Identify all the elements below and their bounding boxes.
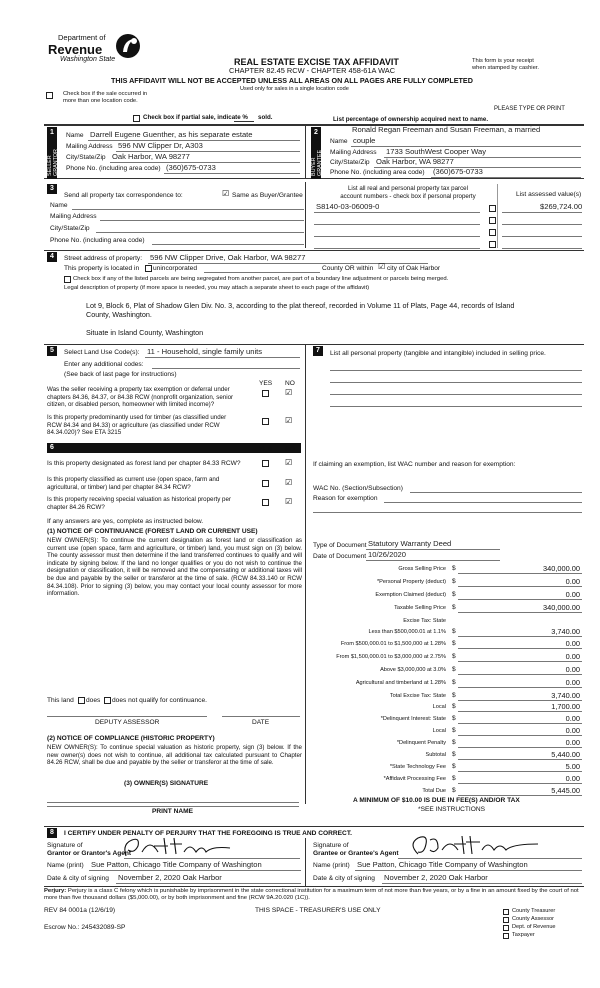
section-number-3: 3 xyxy=(47,184,57,194)
tax-row-dollar: $ xyxy=(452,763,456,770)
copy-label: County Treasurer xyxy=(512,908,556,914)
tax-row-dollar: $ xyxy=(452,692,456,699)
grantee-date[interactable]: November 2, 2020 Oak Harbor xyxy=(384,873,488,882)
treasurer-use-only: THIS SPACE - TREASURER'S USE ONLY xyxy=(255,907,381,914)
notice2-body: NEW OWNER(S): To continue special valuation as historic property, sign (3) below. If the new owner(s) does not wish to continue, all additional tax calculated pursuant to Chapter 84.26 RCW, shall be due and payable by the seller or transferor at the time of sale. xyxy=(47,744,302,767)
owner-signature-label: (3) OWNER(S) SIGNATURE xyxy=(124,780,209,787)
tax-row-label: *State Technology Fee xyxy=(389,764,446,770)
grantor-signature xyxy=(120,834,260,860)
buyer-city[interactable]: Oak Harbor, WA 98277 xyxy=(376,157,454,166)
form-notice: THIS AFFIDAVIT WILL NOT BE ACCEPTED UNLESS ALL AREAS ON ALL PAGES ARE FULLY COMPLETED xyxy=(111,76,473,85)
sec6-q2-yes[interactable] xyxy=(262,480,269,487)
dept-line3: Washington State xyxy=(60,56,116,63)
same-as-buyer-label: Same as Buyer/Grantee xyxy=(232,192,303,199)
copy-label: Dept. of Revenue xyxy=(512,924,556,930)
corr-addr-label: Mailing Address xyxy=(50,213,97,220)
sec6-no-header: NO xyxy=(285,446,295,453)
corr-phone-label: Phone No. (including area code) xyxy=(50,237,145,244)
tax-row-value[interactable]: 5,440.00 xyxy=(551,750,580,759)
exemption-label: If claiming an exemption, list WAC number and reason for exemption: xyxy=(313,461,516,468)
section-number-4: 4 xyxy=(47,252,57,262)
unincorporated-checkbox[interactable] xyxy=(145,265,152,272)
tax-row-value[interactable]: 0.00 xyxy=(565,590,580,599)
tax-row-label: *Personal Property (deduct) xyxy=(376,579,446,585)
tax-row-dollar: $ xyxy=(452,640,456,647)
land-does-not-checkbox[interactable] xyxy=(104,697,111,704)
buyer-name-line2[interactable]: couple xyxy=(353,136,376,145)
seller-phone[interactable]: (360)675-0733 xyxy=(166,163,216,172)
tax-row-label: Total Excise Tax: State xyxy=(389,693,446,699)
sec5-q2-no[interactable]: ☑ xyxy=(285,416,293,425)
grantee-name[interactable]: Sue Patton, Chicago Title Company of Washington xyxy=(357,860,528,869)
correspondence-label: Send all property tax correspondence to: xyxy=(64,192,183,199)
print-name-label: PRINT NAME xyxy=(152,808,194,815)
section-number-6: 6 xyxy=(47,443,301,453)
doc-type-label: Type of Document xyxy=(313,542,367,549)
dept-line1: Department of xyxy=(58,33,106,42)
buyer-phone[interactable]: (360)675-0733 xyxy=(433,167,483,176)
tax-row-dollar: $ xyxy=(452,591,456,598)
segregated-label: Check box if any of the listed parcels are being segregated from another parcel, are part of a boundary line adjustment or parcels being merged. xyxy=(73,276,449,282)
seller-addr[interactable]: 596 NW Clipper Dr, A303 xyxy=(118,141,203,150)
land-does-not-label: does not qualify for continuance. xyxy=(112,697,207,704)
tax-row-label: Above $3,000,000 at 3.0% xyxy=(380,667,446,673)
this-land-label: This land xyxy=(47,697,74,704)
partial-sale-label: Check box if partial sale, indicate % xyxy=(143,114,248,121)
sec6-if-yes: If any answers are yes, complete as instructed below. xyxy=(47,518,204,525)
sec5-yes-header: YES xyxy=(259,380,273,387)
dor-logo xyxy=(44,32,144,72)
personal-property-checkbox-2[interactable] xyxy=(489,217,496,224)
tax-row-dollar: $ xyxy=(452,751,456,758)
tax-row-value[interactable]: 3,740.00 xyxy=(551,691,580,700)
land-use-label: Select Land Use Code(s): xyxy=(64,349,140,356)
street-address[interactable]: 596 NW Clipper Drive, Oak Harbor, WA 98277 xyxy=(150,253,306,262)
perjury-text: Perjury is a class C felony which is punishable by imprisonment in the state correctional institution for a maximum term of not more than five years, or by a fine in an amount fixed by the court of not more than five thousand dollars ($5,000.00), or by both imprisonment and fine (RCW 9A.20.020 (1C)). xyxy=(44,888,579,902)
form-chapter: CHAPTER 82.45 RCW - CHAPTER 458-61A WAC xyxy=(229,66,396,75)
tax-row-value[interactable]: 0.00 xyxy=(565,738,580,747)
seller-name-label: Name xyxy=(66,132,84,139)
tax-row-dollar: $ xyxy=(452,604,456,611)
personal-property-checkbox-4[interactable] xyxy=(489,241,496,248)
within-city-checkbox[interactable]: ☑ xyxy=(378,262,386,271)
copy-checkbox[interactable] xyxy=(503,909,509,915)
please-type: PLEASE TYPE OR PRINT xyxy=(494,106,565,112)
see-instructions: *SEE INSTRUCTIONS xyxy=(418,806,486,813)
tax-row-value[interactable]: 5,445.00 xyxy=(551,786,580,795)
tax-row-value[interactable]: 0.00 xyxy=(565,726,580,735)
sec6-yes-header: YES xyxy=(259,446,273,453)
section-number-8: 8 xyxy=(47,828,57,838)
buyer-addr[interactable]: 1733 SouthWest Cooper Way xyxy=(386,147,487,156)
located-label: This property is located in xyxy=(64,265,140,272)
sec5-q1-yes[interactable] xyxy=(262,390,269,397)
tax-row-label: From $500,000.01 to $1,500,000 at 1.28% xyxy=(340,641,446,647)
ownership-pct-note: List percentage of ownership acquired next to name. xyxy=(333,116,489,123)
rev-number: REV 84 0001a (12/6/19) xyxy=(44,907,116,914)
sec5-no-header: NO xyxy=(285,380,295,387)
sec5-q2-yes[interactable] xyxy=(262,418,269,425)
legal-line3[interactable]: Situate in Island County, Washington xyxy=(86,328,204,337)
tax-row-label: Subtotal xyxy=(425,752,446,758)
seller-city-label: City/State/Zip xyxy=(66,154,106,161)
tax-row-dollar: $ xyxy=(452,628,456,635)
buyer-addr-label: Mailing Address xyxy=(330,149,377,156)
seller-addr-label: Mailing Address xyxy=(66,143,113,150)
tax-row-dollar: $ xyxy=(452,739,456,746)
tax-row-dollar: $ xyxy=(452,578,456,585)
multi-location-label: Check box if the sale occurred in more than one location code. xyxy=(63,91,148,104)
partial-sale-checkbox[interactable] xyxy=(133,115,140,122)
wac-label: WAC No. (Section/Subsection) xyxy=(313,485,403,492)
tax-row-dollar: $ xyxy=(452,679,456,686)
sold-label: sold. xyxy=(258,114,273,121)
tax-row-value[interactable]: 5.00 xyxy=(565,762,580,771)
dor-swoosh-icon xyxy=(114,32,144,60)
escrow-number: Escrow No.: 245432089-SP xyxy=(44,924,126,931)
copy-checkbox[interactable] xyxy=(503,933,509,939)
tax-row-label: Local xyxy=(432,728,446,734)
corr-name-label: Name xyxy=(50,202,68,209)
segregated-checkbox[interactable] xyxy=(64,276,71,283)
county-or-label: County OR within xyxy=(322,265,374,272)
grantor-date-label: Date & city of signing xyxy=(47,875,109,882)
grantor-name-label: Name (print) xyxy=(47,862,84,869)
seller-name[interactable]: Darrell Eugene Guenther, as his separate estate xyxy=(90,130,253,139)
tax-row-value[interactable]: 0.00 xyxy=(565,665,580,674)
seller-side-label: SELLER GRANTOR xyxy=(47,149,59,176)
tax-row-value[interactable]: 1,700.00 xyxy=(551,702,580,711)
tax-row-value[interactable]: 0.00 xyxy=(565,714,580,723)
tax-row-value[interactable]: 0.00 xyxy=(565,639,580,648)
sec6-q3-no[interactable]: ☑ xyxy=(285,497,293,506)
section-number-1: 1 xyxy=(47,127,57,179)
copy-checkbox[interactable] xyxy=(503,925,509,931)
copy-label: Taxpayer xyxy=(512,932,535,938)
tax-row-value[interactable]: 0.00 xyxy=(565,652,580,661)
minimum-due-note: A MINIMUM OF $10.00 IS DUE IN FEE(S) AND/OR TAX xyxy=(353,797,520,804)
dept-line2: Revenue xyxy=(48,42,103,57)
personal-property-label: List all personal property (tangible and intangible) included in selling price. xyxy=(330,350,546,357)
buyer-name-line1[interactable]: Ronald Regan Freeman and Susan Freeman, a married xyxy=(352,125,541,134)
tax-row-label: *Affidavit Processing Fee xyxy=(383,776,446,782)
tax-row-dollar: $ xyxy=(452,727,456,734)
tax-row-dollar: $ xyxy=(452,565,456,572)
tax-row-dollar: $ xyxy=(452,653,456,660)
section-number-5: 5 xyxy=(47,346,57,356)
tax-row-label: Agricultural and timberland at 1.28% xyxy=(355,680,446,686)
grantee-agent-label: Grantee or Grantee's Agent xyxy=(313,850,399,857)
sec6-q1: Is this property designated as forest land per chapter 84.33 RCW? xyxy=(47,460,241,467)
sec6-q1-no[interactable]: ☑ xyxy=(285,458,293,467)
tax-row-label: Less than $500,000.01 at 1.1% xyxy=(368,629,446,635)
notice2-title: (2) NOTICE OF COMPLIANCE (HISTORIC PROPERTY) xyxy=(47,735,215,742)
personal-property-checkbox-3[interactable] xyxy=(489,229,496,236)
unincorporated-label: unincorporated xyxy=(153,265,197,272)
sec5-q1-no[interactable]: ☑ xyxy=(285,388,293,397)
corr-city-label: City/State/Zip xyxy=(50,225,90,232)
tax-row-label: Local xyxy=(432,704,446,710)
receipt-note: This form is your receipt when stamped by cashier. xyxy=(472,58,540,71)
tax-row-label: Taxable Selling Price xyxy=(394,605,446,611)
parcel-header: List all real and personal property tax parcel account numbers - check box if personal property xyxy=(340,185,476,200)
sec6-q2-no[interactable]: ☑ xyxy=(285,478,293,487)
tax-row-label: Exemption Claimed (deduct) xyxy=(375,592,446,598)
doc-date[interactable]: 10/26/2020 xyxy=(368,550,407,559)
legal-label: Legal description of property (if more space is needed, you may attach a separate sheet to each page of the affidavit) xyxy=(64,285,370,291)
sec6-q2: Is this property classified as current use (open space, farm and agricultural, or timber) land per chapter 84.34 RCW? xyxy=(47,476,220,491)
sec6-q3: Is this property receiving special valuation as historical property per chapter 84.26 RCW? xyxy=(47,496,231,511)
buyer-side-label: BUYER GRANTEE xyxy=(311,149,323,176)
grantee-signature xyxy=(408,832,558,860)
tax-row-dollar: $ xyxy=(452,775,456,782)
tax-row-label: From $1,500,000.01 to $3,000,000 at 2.75% xyxy=(336,654,446,660)
sec5-q2: Is this property predominantly used for timber (as classified under RCW 84.34 and 84.33) or agriculture (as classified under RCW 84.34.020)? See ETA 3215 xyxy=(47,414,227,437)
tax-row-label: Total Due xyxy=(422,788,446,794)
legal-line1[interactable]: Lot 9, Block 6, Plat of Shadow Glen Div. No. 3, according to the plat thereof, recorded in Volume 11 of Plats, Page 44, records of Island xyxy=(86,301,515,310)
sec5-q1: Was the seller receiving a property tax exemption or deferral under chapters 84.36, 84.37, or 84.38 RCW (nonprofit organization, senior citizen, or disabled person, homeowner with limited income)? xyxy=(47,386,234,409)
grantee-date-label: Date & city of signing xyxy=(313,875,375,882)
buyer-phone-label: Phone No. (including area code) xyxy=(330,169,425,176)
legal-line2[interactable]: County, Washington. xyxy=(86,310,152,319)
grantor-name[interactable]: Sue Patton, Chicago Title Company of Washington xyxy=(91,860,262,869)
certify-statement: I CERTIFY UNDER PENALTY OF PERJURY THAT THE FOREGOING IS TRUE AND CORRECT. xyxy=(64,830,352,837)
doc-date-label: Date of Document xyxy=(313,553,367,560)
tax-row-value[interactable]: 0.00 xyxy=(565,774,580,783)
reason-label: Reason for exemption xyxy=(313,495,378,502)
city-of-label: city of Oak Harbor xyxy=(387,265,441,272)
tax-row-dollar: $ xyxy=(452,666,456,673)
notice1-title: (1) NOTICE OF CONTINUANCE (FOREST LAND OR CURRENT USE) xyxy=(47,528,258,535)
form-title: REAL ESTATE EXCISE TAX AFFIDAVIT xyxy=(234,57,399,67)
see-back-label: (See back of last page for instructions) xyxy=(64,371,177,378)
tax-row-label: Gross Selling Price xyxy=(398,566,446,572)
section-number-7: 7 xyxy=(313,346,323,356)
copy-label: County Assessor xyxy=(512,916,554,922)
tax-row-dollar: $ xyxy=(452,715,456,722)
single-location-note: Used only for sales in a single location code xyxy=(240,86,349,92)
seller-phone-label: Phone No. (including area code) xyxy=(66,165,161,172)
tax-row-dollar: $ xyxy=(452,787,456,794)
tax-row-value[interactable]: 340,000.00 xyxy=(543,603,580,612)
same-as-buyer-checkbox[interactable]: ☑ xyxy=(222,189,230,198)
deputy-assessor-label: DEPUTY ASSESSOR xyxy=(95,719,160,726)
tax-row-label: *Delinquent Interest: State xyxy=(380,716,446,722)
grantee-name-label: Name (print) xyxy=(313,862,350,869)
copy-checkbox[interactable] xyxy=(503,917,509,923)
doc-type[interactable]: Statutory Warranty Deed xyxy=(368,539,452,548)
assessed-value-1[interactable]: $269,724.00 xyxy=(540,202,583,211)
land-does-checkbox[interactable] xyxy=(78,697,85,704)
tax-row-value[interactable]: 340,000.00 xyxy=(543,564,580,573)
buyer-city-label: City/State/Zip xyxy=(330,159,370,166)
multi-location-checkbox[interactable] xyxy=(46,92,53,99)
tax-row-dollar: $ xyxy=(452,703,456,710)
parcel-number-1[interactable]: S8140-03-06009-0 xyxy=(316,202,380,211)
buyer-name-label: Name xyxy=(330,138,348,145)
grantee-sig-label: Signature of xyxy=(313,842,349,849)
sec6-q3-yes[interactable] xyxy=(262,499,269,506)
assessed-header: List assessed value(s) xyxy=(516,191,582,198)
notice1-body: NEW OWNER(S): To continue the current designation as forest land or classification as current use (open space, farm and agriculture, or timber) land, you must sign on (3) below. The county assessor must then determine if the land transferred continues to qualify and will indicate by signing below. If the land no longer qualifies or you do not wish to continue the designation or classification, it will be removed and the compensating or additional taxes will be due and payable by the seller or transferor at the time of sale. (RCW 84.33.140 or RCW 84.34.108). Prior to signing (3) below, you may contact your local county assessor for more information. xyxy=(47,537,302,598)
perjury-statement xyxy=(44,888,586,902)
sec6-q1-yes[interactable] xyxy=(262,460,269,467)
personal-property-checkbox-1[interactable] xyxy=(489,205,496,212)
perjury-label: Perjury: xyxy=(44,888,67,894)
land-use-value[interactable]: 11 - Household, single family units xyxy=(147,347,263,356)
section-number-2: 2 xyxy=(311,127,321,179)
tax-row-label: Excise Tax: State xyxy=(403,618,446,624)
grantor-date[interactable]: November 2, 2020 Oak Harbor xyxy=(118,873,222,882)
street-label: Street address of property: xyxy=(64,255,143,262)
additional-codes-label: Enter any additional codes: xyxy=(64,361,144,368)
tax-row-value[interactable]: 0.00 xyxy=(565,577,580,586)
land-does-label: does xyxy=(86,697,101,704)
grantor-agent-label: Grantor or Grantor's Agent xyxy=(47,850,132,857)
grantor-sig-label: Signature of xyxy=(47,842,83,849)
seller-city[interactable]: Oak Harbor, WA 98277 xyxy=(112,152,190,161)
deputy-date-label: DATE xyxy=(252,719,270,726)
tax-row-label: *Delinquent Penalty xyxy=(396,740,446,746)
tax-row-value[interactable]: 0.00 xyxy=(565,678,580,687)
tax-row-value[interactable]: 3,740.00 xyxy=(551,627,580,636)
